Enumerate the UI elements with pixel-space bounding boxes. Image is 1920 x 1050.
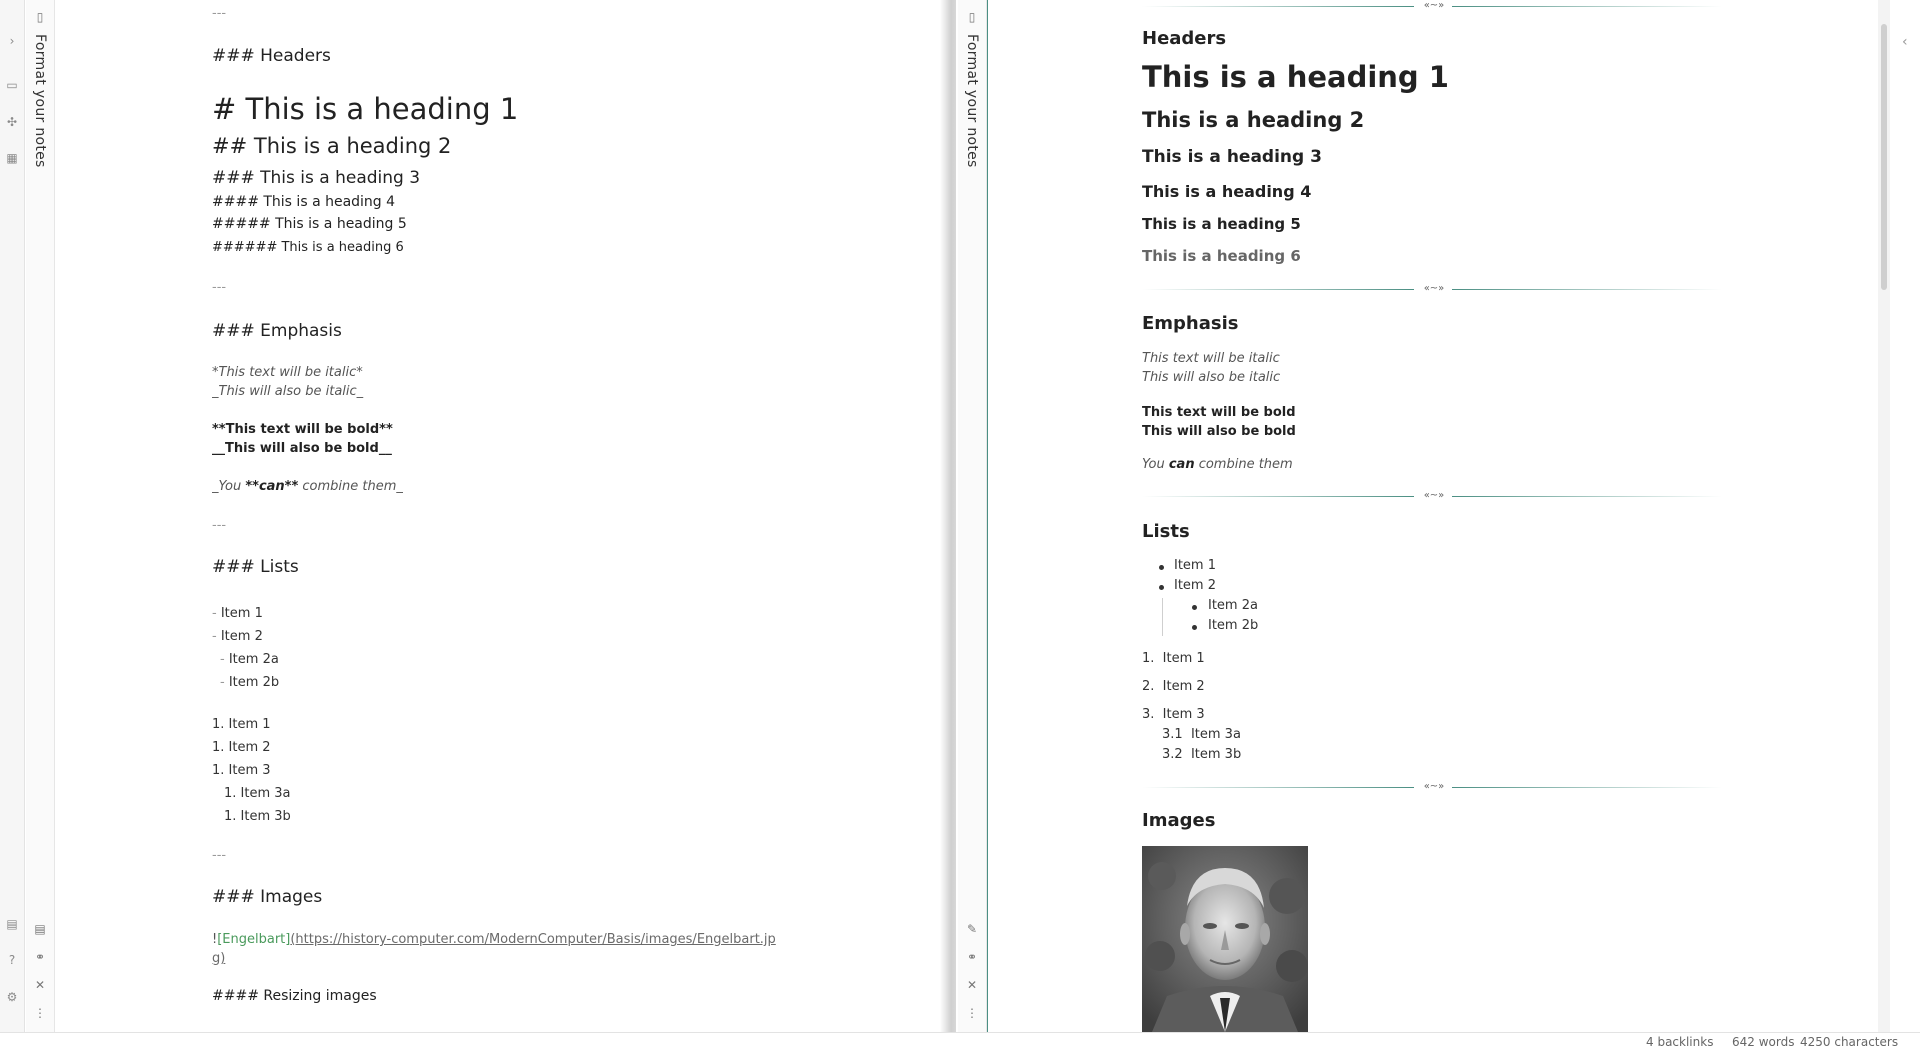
link-icon[interactable]: ⚭ (966, 950, 978, 964)
preview-italic-2: This will also be italic (1142, 370, 1281, 385)
pane-title[interactable]: Format your notes (32, 34, 48, 168)
source-italic-2: _This will also be italic_ (212, 384, 364, 399)
more-options-icon[interactable]: ⋮ (34, 1006, 46, 1020)
preview-combine-bold: can (1168, 457, 1195, 472)
preview-list-item: Item 2b (1208, 618, 1259, 633)
preview-combine (1142, 457, 1293, 472)
pane-divider[interactable] (940, 0, 956, 1032)
source-resizing-heading: #### Resizing images (212, 988, 377, 1004)
preview-ordered-item: 1. Item 1 (1142, 651, 1205, 666)
status-bar (0, 1032, 1920, 1050)
preview-ordered-item: 3.2 Item 3b (1162, 747, 1242, 762)
preview-h6: This is a heading 6 (1142, 247, 1301, 265)
horizontal-rule-source: --- (212, 848, 227, 863)
chevron-right-icon[interactable]: › (9, 34, 15, 48)
preview-ordered-item: 3. Item 3 (1142, 707, 1205, 722)
link-icon[interactable]: ⚭ (34, 950, 46, 964)
character-count: 4250 characters (1800, 1035, 1899, 1049)
word-count: 642 words (1732, 1035, 1795, 1049)
bullet-marker (1192, 625, 1197, 630)
source-images-heading: ### Images (212, 887, 323, 907)
right-scrollbar[interactable] (1878, 0, 1890, 1032)
source-list-item: - Item 2b (220, 675, 280, 690)
preview-separator: «~» (1142, 490, 1722, 502)
preview-ordered-item: 3.1 Item 3a (1162, 727, 1241, 742)
templates-icon[interactable]: ▦ (6, 151, 18, 165)
source-image-link[interactable]: ![Engelbart](https://history-computer.com/ModernComputer/Basis/images/Engelbart.jp (212, 932, 776, 947)
left-pane-header (26, 0, 55, 1032)
bullet-marker (1159, 565, 1164, 570)
preview-combine-post: combine them (1194, 457, 1293, 472)
preview-separator: «~» (1142, 283, 1722, 295)
file-icon: ▯ (36, 10, 44, 24)
source-list-item: - Item 2a (220, 652, 279, 667)
source-h2: ## This is a heading 2 (212, 134, 452, 158)
preview-italic-1: This text will be italic (1142, 351, 1280, 366)
source-italic-1: *This text will be italic* (212, 365, 363, 380)
bullet-marker (1192, 605, 1197, 610)
source-emphasis-heading: ### Emphasis (212, 321, 342, 341)
horizontal-rule-source: --- (212, 518, 227, 533)
source-combine (212, 479, 403, 494)
preview-bold-2: This will also be bold (1142, 424, 1296, 439)
bullet-marker (1159, 585, 1164, 590)
source-list-item: - Item 2 (212, 629, 263, 644)
file-icon: ▯ (968, 10, 976, 24)
source-ordered-item: 1. Item 3b (224, 809, 291, 824)
preview-combine-pre: You (1142, 457, 1169, 472)
preview-h3: This is a heading 3 (1142, 147, 1322, 167)
source-ordered-item: 1. Item 3 (212, 763, 271, 778)
vault-icon[interactable]: ▤ (6, 917, 18, 931)
source-ordered-item: 1. Item 2 (212, 740, 271, 755)
source-ordered-item: 1. Item 3a (224, 786, 291, 801)
source-editor[interactable] (212, 0, 932, 1032)
reading-view-icon[interactable]: ▤ (34, 922, 46, 936)
right-pane-header (958, 0, 987, 1032)
source-bold-1: **This text will be bold** (212, 422, 393, 437)
source-h4: #### This is a heading 4 (212, 194, 396, 210)
preview-list-item: Item 2 (1174, 578, 1216, 593)
source-h3: ### This is a heading 3 (212, 168, 421, 188)
preview-pane[interactable] (1142, 0, 1722, 1032)
active-pane-indicator (987, 0, 988, 1032)
chevron-left-icon[interactable]: ‹ (1902, 34, 1908, 50)
preview-h2: This is a heading 2 (1142, 108, 1365, 132)
settings-icon[interactable]: ⚙ (6, 990, 18, 1004)
preview-separator: «~» (1142, 0, 1722, 12)
preview-images-heading: Images (1142, 810, 1216, 831)
preview-headers-heading: Headers (1142, 28, 1227, 49)
edit-icon[interactable]: ✎ (966, 922, 978, 936)
preview-h4: This is a heading 4 (1142, 182, 1312, 201)
help-icon[interactable]: ? (8, 953, 16, 967)
left-ribbon (0, 0, 25, 1032)
backlinks-count[interactable]: 4 backlinks (1646, 1035, 1714, 1049)
preview-h1: This is a heading 1 (1142, 60, 1449, 94)
source-ordered-item: 1. Item 1 (212, 717, 271, 732)
pane-title[interactable]: Format your notes (964, 34, 980, 168)
source-bold-2: __This will also be bold__ (212, 441, 392, 456)
source-h1: # This is a heading 1 (212, 92, 519, 126)
source-lists-heading: ### Lists (212, 557, 299, 577)
source-h6: ###### This is a heading 6 (212, 240, 404, 255)
source-list-item: - Item 1 (212, 606, 263, 621)
source-h5: ##### This is a heading 5 (212, 216, 407, 232)
preview-list-item: Item 1 (1174, 558, 1216, 573)
close-icon[interactable]: ✕ (966, 978, 978, 992)
source-headers-heading: ### Headers (212, 46, 331, 66)
engelbart-photo (1142, 846, 1308, 1032)
preview-lists-heading: Lists (1142, 521, 1190, 542)
open-quick-switcher-icon[interactable]: ▭ (6, 78, 18, 92)
close-icon[interactable]: ✕ (34, 978, 46, 992)
source-combine-pre: _You (212, 479, 246, 494)
source-image-link-cont[interactable]: g) (212, 951, 226, 966)
more-options-icon[interactable]: ⋮ (966, 1006, 978, 1020)
preview-list-item: Item 2a (1208, 598, 1258, 613)
source-combine-bold: **can** (245, 479, 299, 494)
preview-h5: This is a heading 5 (1142, 215, 1301, 233)
preview-bold-1: This text will be bold (1142, 405, 1296, 420)
graph-view-icon[interactable]: ✣ (6, 115, 18, 129)
right-scrollbar-thumb[interactable] (1881, 24, 1887, 290)
list-indent-guide (1162, 598, 1163, 636)
preview-ordered-item: 2. Item 2 (1142, 679, 1205, 694)
preview-emphasis-heading: Emphasis (1142, 313, 1239, 334)
horizontal-rule-source: --- (212, 280, 227, 295)
source-combine-post: combine them_ (298, 479, 403, 494)
preview-separator: «~» (1142, 781, 1722, 793)
horizontal-rule-source: --- (212, 6, 227, 21)
